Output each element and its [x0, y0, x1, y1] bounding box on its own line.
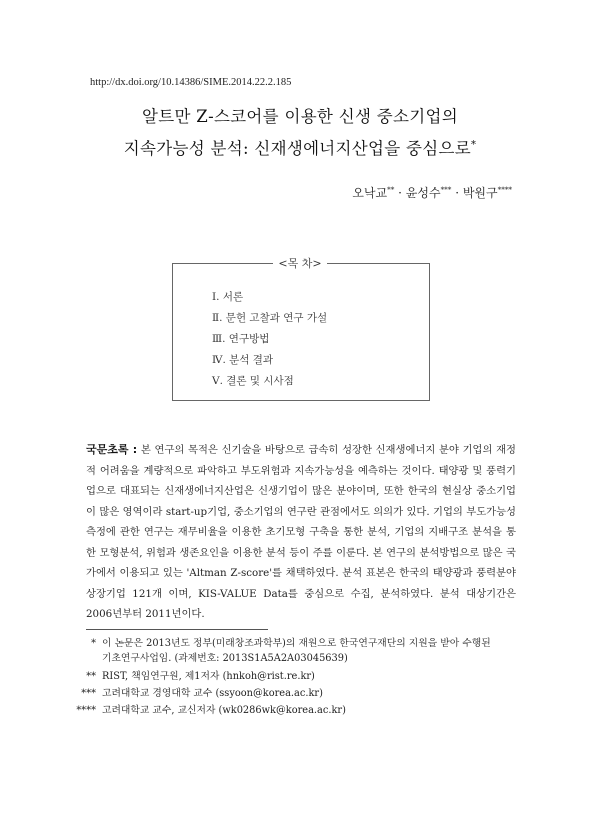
- footnote-text: 고려대학교 교수, 교신저자 (wk0286wk@korea.ac.kr): [102, 705, 346, 716]
- toc-item: Ⅴ. 결론 및 시사점: [212, 375, 294, 387]
- footnote: [56, 669, 315, 685]
- author-mark: ****: [497, 185, 512, 194]
- toc-item: Ⅱ. 문헌 고찰과 연구 가설: [212, 312, 328, 324]
- paper-title-line-2-text: 지속가능성 분석: 신재생에너지산업을 중심으로: [123, 139, 472, 158]
- abstract-text: 본 연구의 목적은 신기술을 바탕으로 급속히 성장한 신재생에너지 분야 기업의 재정적 어려움을 계량적으로 파악하고 부도위험과 지속가능성을 예측하는 것이다. 태양광 및 풍력기업으로 대표되는 신재생에너지산업은 신생기업이 많은 분야이며, 또한 한국의 현실상 중소기업이 많은 영역이라 start-up기업, 중소기업의 연구란 관점에서도 의의가 있다. 기업의 부도가능성 측정에 관한 연구는 재무비율을 이용한 초기모형 구축을 통한 분석, 기업의 지배구조 분석을 통한 모형분석, 위험과 생존요인을 이용한 분석 등이 주를 이룬다. 본 연구의 분석방법으로 많은 국가에서 이용되고 있는 'Altman Z-score'를 채택하였다. 분석 표본은 한국의 태양광과 풍력분야 상장기업 121개 이며, KIS-VALUE Data를 중심으로 수집, 분석하였다. 분석 대상기간은 2006년부터 2011년이다.: [86, 444, 516, 620]
- footnote-continuation: 기초연구사업임. (과제번호: 2013S1A5A2A03045639): [102, 653, 348, 664]
- author-name: 오낙교: [352, 186, 388, 200]
- footnote-divider: [86, 629, 268, 630]
- toc-item: Ⅰ. 서론: [212, 291, 244, 303]
- footnote-mark: **: [86, 671, 96, 682]
- footnote: [56, 636, 491, 652]
- toc-title-text: <목 차>: [273, 257, 326, 270]
- paper-title-line-1: 알트만 Z-스코어를 이용한 신생 중소기업의: [142, 107, 458, 126]
- footnote-mark: *: [91, 638, 96, 649]
- footnote-text: 이 논문은 2013년도 정부(미래창조과학부)의 재원으로 한국연구재단의 지원을 받아 수행된: [102, 638, 491, 649]
- toc-item: Ⅳ. 분석 결과: [212, 354, 274, 366]
- toc-item: Ⅲ. 연구방법: [212, 333, 270, 345]
- doi-link[interactable]: http://dx.doi.org/10.14386/SIME.2014.22.2.185: [90, 77, 292, 88]
- table-of-contents-box: [172, 263, 430, 401]
- author-name: 윤성수: [405, 186, 441, 200]
- author-list: [352, 184, 512, 201]
- author-separator: ·: [398, 186, 402, 200]
- paper-title-line-2: [40, 135, 560, 159]
- author-mark: ***: [440, 185, 452, 194]
- footnote-text: 고려대학교 경영대학 교수 (ssyoon@korea.ac.kr): [102, 688, 323, 699]
- author-mark: **: [387, 185, 395, 194]
- abstract-paragraph: [86, 440, 516, 625]
- author-name: 박원구: [462, 186, 498, 200]
- footnote-text: RIST, 책임연구원, 제1저자 (hnkoh@rist.re.kr): [102, 671, 315, 682]
- author-separator: ·: [455, 186, 460, 200]
- footnote-mark: ****: [76, 705, 96, 716]
- abstract: [86, 440, 516, 625]
- title-footnote-mark: *: [471, 139, 477, 151]
- footnote-mark: ***: [81, 688, 96, 699]
- footnote: [56, 703, 346, 719]
- toc-title: [0, 255, 600, 271]
- abstract-label: 국문초록 :: [86, 443, 138, 456]
- footnote: [56, 686, 323, 702]
